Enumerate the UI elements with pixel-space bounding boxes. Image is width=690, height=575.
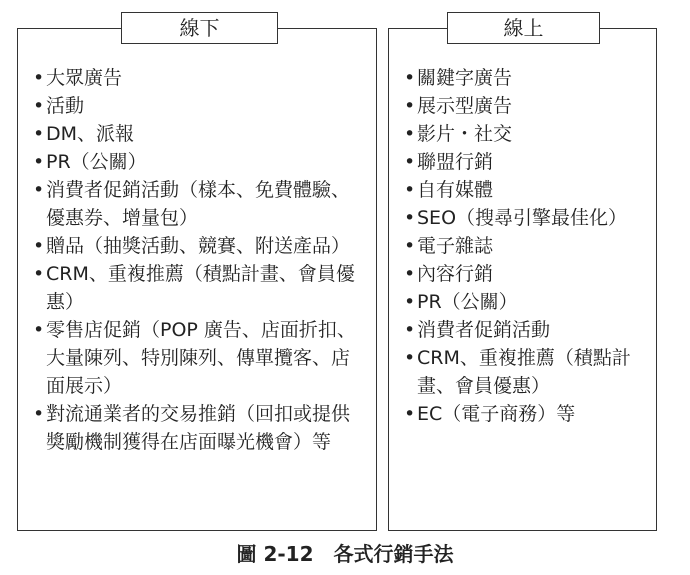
online-item: [403, 120, 653, 148]
bullet: •: [404, 263, 416, 285]
figure-caption: 圖 2-12 各式行銷手法: [236, 542, 454, 566]
offline-panel: [17, 16, 377, 531]
online-item: [403, 232, 653, 260]
online-item: [403, 344, 653, 400]
bullet: •: [404, 319, 416, 341]
bullet: •: [404, 67, 416, 89]
offline-item: [32, 92, 362, 120]
bullet: •: [33, 319, 45, 341]
bullet: •: [404, 347, 416, 369]
online-item: [403, 148, 653, 176]
offline-item-label: 活動: [46, 95, 85, 117]
online-item: [403, 288, 653, 316]
online-item-label: 聯盟行銷: [417, 151, 494, 173]
online-title: 線上: [447, 12, 600, 44]
bullet: •: [33, 403, 45, 425]
offline-item-label: 贈品（抽獎活動、競賽、附送產品）: [46, 235, 351, 257]
bullet: •: [33, 95, 45, 117]
online-item: [403, 176, 653, 204]
offline-item-label: 對流通業者的交易推銷（回扣或提供獎勵機制獲得在店面曝光機會）等: [46, 403, 351, 453]
online-item-label: PR（公關）: [417, 291, 518, 313]
offline-list: [32, 64, 362, 456]
bullet: •: [404, 207, 416, 229]
online-panel: [388, 16, 657, 531]
online-list: [403, 64, 653, 428]
bullet: •: [33, 151, 45, 173]
bullet: •: [404, 151, 416, 173]
online-item: [403, 204, 653, 232]
offline-title: 線下: [121, 12, 278, 44]
online-item: [403, 64, 653, 92]
offline-item: [32, 64, 362, 92]
offline-item-label: 大眾廣告: [46, 67, 123, 89]
online-item-label: EC（電子商務）等: [417, 403, 576, 425]
online-item-label: 關鍵字廣告: [417, 67, 513, 89]
bullet: •: [33, 263, 45, 285]
online-item: [403, 260, 653, 288]
bullet: •: [33, 235, 45, 257]
online-item-label: SEO（搜尋引擎最佳化）: [417, 207, 628, 229]
offline-item: [32, 260, 362, 316]
offline-item: [32, 176, 362, 232]
bullet: •: [404, 179, 416, 201]
offline-item: [32, 148, 362, 176]
bullet: •: [33, 179, 45, 201]
online-item: [403, 92, 653, 120]
online-item: [403, 316, 653, 344]
offline-item-label: 消費者促銷活動（樣本、免費體驗、優惠券、增量包）: [46, 179, 351, 229]
bullet: •: [404, 123, 416, 145]
bullet: •: [404, 403, 416, 425]
bullet: •: [33, 123, 45, 145]
bullet: •: [404, 235, 416, 257]
offline-item-label: PR（公關）: [46, 151, 147, 173]
online-item-label: 展示型廣告: [417, 95, 513, 117]
offline-item: [32, 316, 362, 400]
online-item-label: 消費者促銷活動: [417, 319, 551, 341]
online-item-label: 電子雜誌: [417, 235, 494, 257]
online-item: [403, 400, 653, 428]
online-item-label: CRM、重複推薦（積點計畫、會員優惠）: [417, 347, 631, 397]
offline-item: [32, 232, 362, 260]
bullet: •: [33, 67, 45, 89]
offline-item-label: 零售店促銷（POP 廣告、店面折扣、大量陳列、特別陳列、傳單攬客、店面展示）: [46, 319, 356, 397]
online-item-label: 內容行銷: [417, 263, 494, 285]
bullet: •: [404, 291, 416, 313]
offline-item: [32, 400, 362, 456]
offline-item: [32, 120, 362, 148]
bullet: •: [404, 95, 416, 117]
online-item-label: 自有媒體: [417, 179, 494, 201]
online-item-label: 影片・社交: [417, 123, 513, 145]
offline-item-label: CRM、重複推薦（積點計畫、會員優惠）: [46, 263, 355, 313]
offline-item-label: DM、派報: [46, 123, 135, 145]
